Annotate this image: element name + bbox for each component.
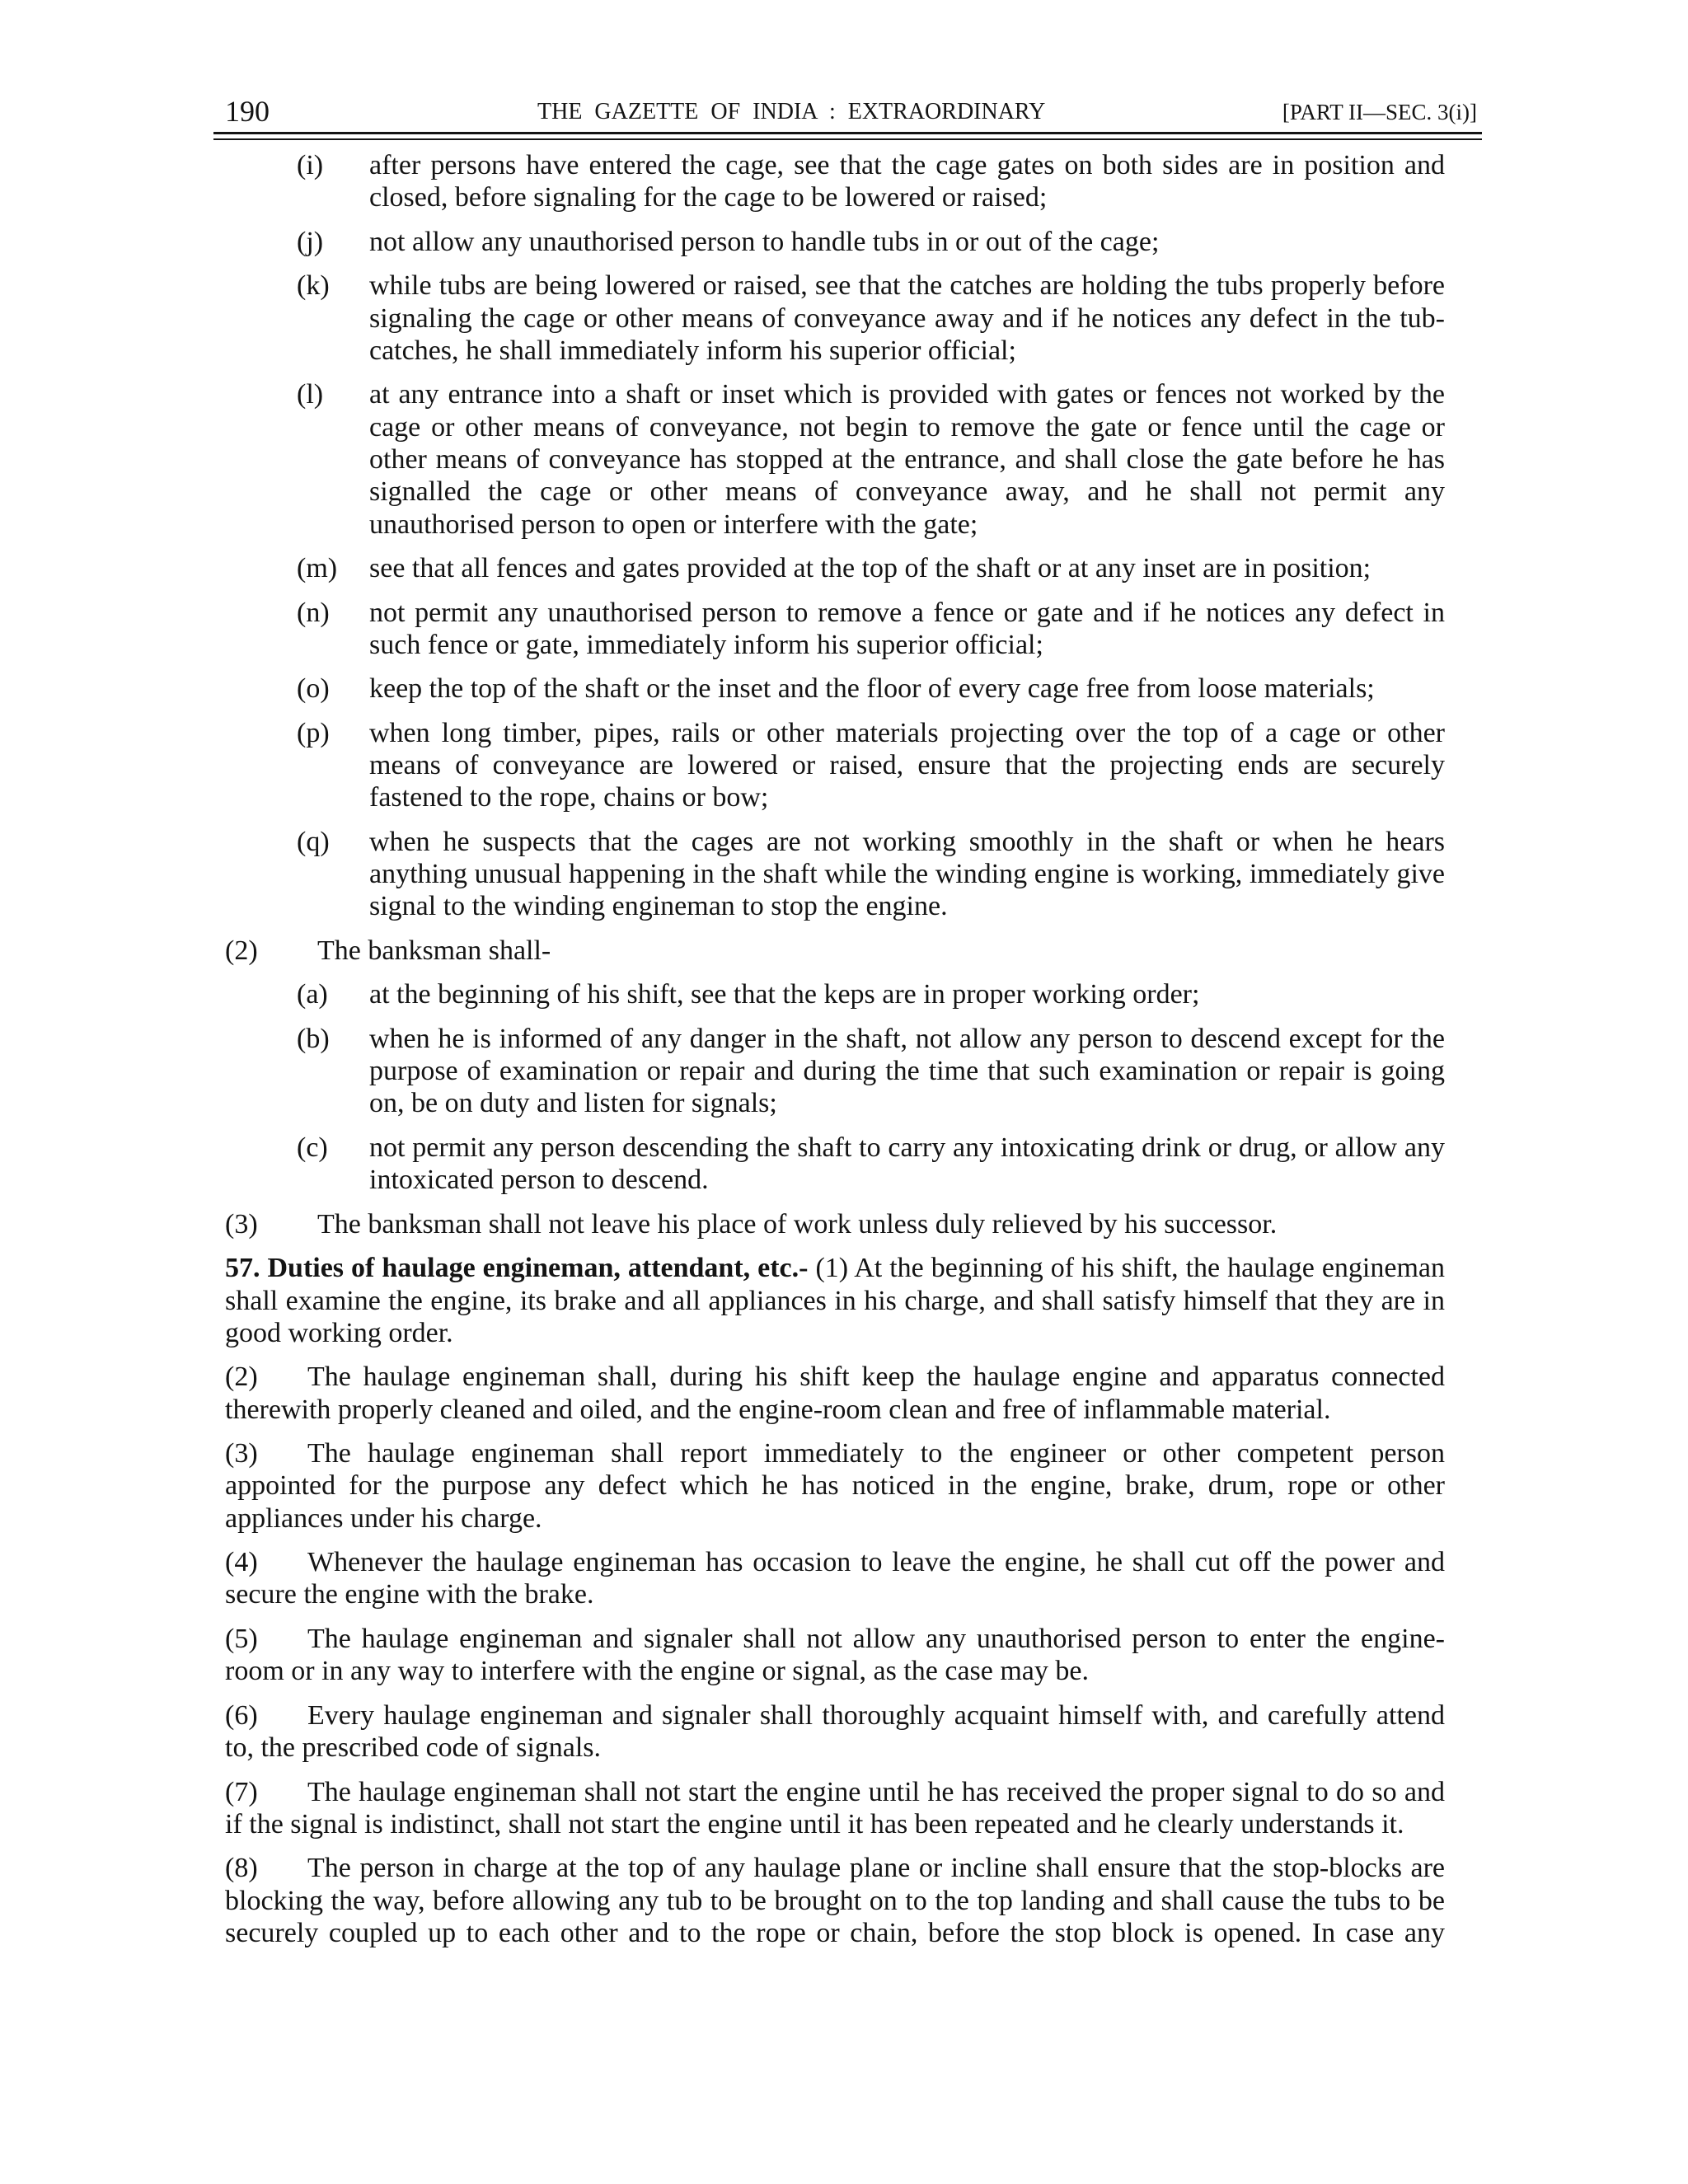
clause-text: when he suspects that the cages are not working smoothly in the shaft or when he hears anything unusual happening in the shaft while the winding engine is working, immediately give signal to the winding engineman to stop the engine. (369, 826, 1445, 922)
rule-57-subrule-2 (225, 1361, 1445, 1426)
clause-label: (o) (297, 673, 330, 705)
clause-m (297, 552, 1445, 584)
subrule-text: The haulage engineman shall, during his shift keep the haulage engine and apparatus connected therewith properly cleaned and oiled, and the engine-room clean and free of inflammable material. (225, 1361, 1445, 1425)
page-number: 190 (225, 95, 270, 128)
clause-label: (j) (297, 226, 324, 257)
subrule-text: The haulage engineman shall report immediately to the engineer or other competent person appointed for the purpose any defect which he has noticed in the engine, brake, drum, rope or other appliances under his charge. (225, 1438, 1445, 1534)
clause-text: not allow any unauthorised person to handle tubs in or out of the cage; (369, 226, 1160, 257)
clause-b (297, 1023, 1445, 1120)
clause-i (297, 149, 1445, 214)
clause-label: (l) (297, 379, 324, 410)
clause-label: (a) (297, 979, 328, 1010)
subrule-label: (3) (225, 1208, 258, 1240)
clause-l (297, 378, 1445, 540)
gazette-title: THE GAZETTE OF INDIA : EXTRAORDINARY (537, 99, 1046, 124)
subrule-text: The banksman shall not leave his place of work unless duly relieved by his successor. (317, 1208, 1278, 1240)
header-rule-thick (213, 132, 1482, 134)
subrule-2-banksman (225, 935, 1445, 967)
subrule-label: (5) (225, 1623, 258, 1654)
clause-text: see that all fences and gates provided at the top of the shaft or at any inset are in position; (369, 553, 1372, 584)
clause-text: when long timber, pipes, rails or other materials projecting over the top of a cage or other means of conveyance are lowered or raised, ensure that the projecting ends are securely fastened to the rope, chains or bow; (369, 717, 1445, 813)
clause-label: (c) (297, 1132, 328, 1163)
clause-label: (b) (297, 1023, 330, 1054)
subrule-text: The haulage engineman shall not start the engine until he has received the proper signal to do so and if the signal is indistinct, shall not start the engine until it has been repeated and he clearly understands it. (225, 1776, 1445, 1840)
rule-57-subrule-6 (225, 1699, 1445, 1765)
subrule-label: (2) (225, 1361, 258, 1393)
subrule-label: (3) (225, 1438, 258, 1469)
subrule-label: (4) (225, 1547, 258, 1578)
clause-text: keep the top of the shaft or the inset and the floor of every cage free from loose materials; (369, 673, 1375, 705)
rule-57 (225, 1252, 1445, 1349)
clause-text: at any entrance into a shaft or inset which is provided with gates or fences not worked by the cage or other means of conveyance, not begin to remove the gate or fence until the cage or other means of conveyance has stopped at the entrance, and shall close the gate before he has signalled the cage or other means of conveyance away, and he shall not permit any unauthorised person to open or interfere with the gate; (369, 379, 1445, 540)
page-body (225, 149, 1445, 1949)
clause-j (297, 226, 1445, 258)
clause-o (297, 673, 1445, 705)
clause-label: (n) (297, 597, 330, 628)
clause-c (297, 1132, 1445, 1197)
header-rule-thin (213, 138, 1482, 140)
rule-57-heading: 57. Duties of haulage engineman, attendant, etc.- (225, 1253, 809, 1284)
clause-text: at the beginning of his shift, see that the keps are in proper working order; (369, 979, 1200, 1010)
clause-label: (k) (297, 270, 330, 302)
clause-a (297, 978, 1445, 1010)
subrule-label: (2) (225, 935, 258, 966)
subrule-text: Every haulage engineman and signaler shall thoroughly acquaint himself with, and carefully attend to, the prescribed code of signals. (225, 1699, 1445, 1764)
clause-p (297, 717, 1445, 814)
clause-text: when he is informed of any danger in the shaft, not allow any person to descend except for the purpose of examination or repair and during the time that such examination or repair is going on, be on duty and listen for signals; (369, 1023, 1445, 1119)
clause-label: (i) (297, 150, 324, 180)
clause-label: (p) (297, 717, 330, 748)
section-reference: [PART II—SEC. 3(i)] (1282, 100, 1477, 124)
subrule-3-banksman (225, 1208, 1445, 1240)
clause-text: after persons have entered the cage, see that the cage gates on both sides are in position and closed, before signaling for the cage to be lowered or raised; (369, 150, 1445, 213)
rule-57-subrule-3 (225, 1437, 1445, 1535)
clause-k (297, 269, 1445, 367)
clause-label: (q) (297, 826, 330, 857)
rule-57-subrule-5 (225, 1623, 1445, 1688)
clause-text: not permit any unauthorised person to remove a fence or gate and if he notices any defect in such fence or gate, immediately inform his superior official; (369, 597, 1445, 660)
subrule-label: (6) (225, 1699, 258, 1731)
clause-n (297, 597, 1445, 662)
clause-text: not permit any person descending the shaft to carry any intoxicating drink or drug, or allow any intoxicated person to descend. (369, 1132, 1445, 1196)
subrule-label: (8) (225, 1853, 258, 1884)
clause-q (297, 826, 1445, 923)
clause-label: (m) (297, 553, 338, 584)
subrule-text: The banksman shall- (317, 935, 551, 966)
subrule-label: (7) (225, 1776, 258, 1807)
subrule-text: The person in charge at the top of any haulage plane or incline shall ensure that the stop-blocks are blocking the way, before allowing any tub to be brought on to the top landing and shall cause the tubs to be securely coupled up to each other and to the rope or chain, before the stop block is opened. In case any (225, 1853, 1445, 1948)
clause-text: while tubs are being lowered or raised, see that the catches are holding the tubs properly before signaling the cage or other means of conveyance away and if he notices any defect in the tub-catches, he shall immediately inform his superior official; (369, 270, 1445, 366)
subrule-text: The haulage engineman and signaler shall not allow any unauthorised person to enter the engine-room or in any way to interfere with the engine or signal, as the case may be. (225, 1623, 1445, 1687)
subrule-text: Whenever the haulage engineman has occasion to leave the engine, he shall cut off the power and secure the engine with the brake. (225, 1547, 1445, 1610)
rule-57-subrule-8 (225, 1852, 1445, 1949)
rule-57-subrule-7 (225, 1776, 1445, 1841)
rule-57-subrule-4 (225, 1546, 1445, 1611)
rule-57-text: (1) At the beginning of his shift, the haulage engineman shall examine the engine, its brake and all appliances in his charge, and shall satisfy himself that they are in good working order. (225, 1253, 1446, 1348)
